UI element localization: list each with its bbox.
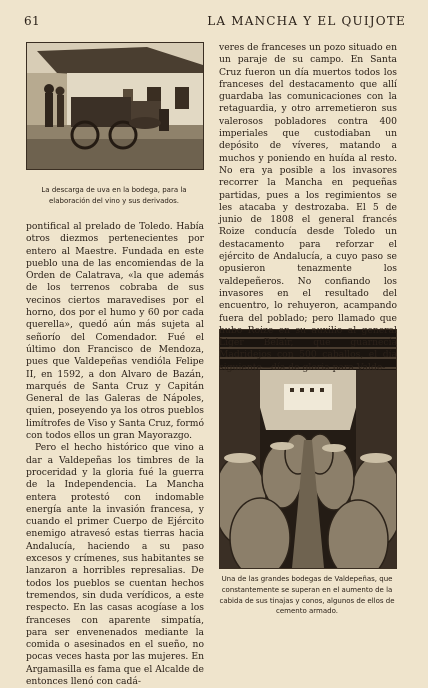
text-column-right [219, 42, 397, 374]
photo-grape-unloading-image [27, 43, 203, 169]
caption-photo-2: Una de las grandes bodegas de Valdepeñas, que constantemente se superan en el aumento de la cabida de sus tinajas y conos, algunos de ellos de cemento armado. [219, 575, 395, 616]
paragraph: Pero el hecho histórico que vino a dar a Valdepeñas los timbres de la proceridad y la gloria fué la guerra de la Independencia. La Mancha entera protestó con indomable energía ante la invasión francesa, y cuando el primer Cuerpo de Ejército enemigo atravesó estas tierras hacia Andalucía, haciendo a su paso excesos y crímenes, sus habitantes se lanzaron a horribles represalias. De todos los pueblos se cuentan hechos tremendos, sin duda verídicos, a este respecto. En las casas acogíase a los franceses con aparente simpatía, para ser envenenados mediante la comida o asesinados en el sueño, no pocas veces hasta por las mujeres. En Argamasilla es fama que el Alcalde de entonces llenó con cadá- [26, 442, 204, 687]
page-number: 61 [24, 14, 41, 28]
paragraph: pontifical al prelado de Toledo. Había otros diezmos pertenecientes por entero al Maestre. Fundada en este pueblo una de las encomiendas de la Orden de Calatrava, «la que además de los terrenos cobraba de sus vecinos ciertos maravedises por el horno, dos por el humo y 60 por cada querella», quedó aún más sujeta al señorío del Comendador. Fué el último don Francisco de Mendoza, pues que Valdepeñas vendióla Felipe II, en 1592, a don Alvaro de Bazán, marqués de Santa Cruz y Capitán General de las Galeras de Nápoles, quien, poseyendo ya los otros pueblos limítrofes de Viso y Santa Cruz, formó con todos ellos un gran Mayorazgo. [26, 221, 204, 442]
running-title: LA MANCHA Y EL QUIJOTE [207, 14, 406, 28]
photo-grape-unloading [26, 42, 204, 170]
caption-photo-1: La descarga de uva en la bodega, para la elaboración del vino y sus derivados. [41, 186, 187, 205]
text-column-left [26, 221, 204, 688]
paragraph: veres de franceses un pozo situado en un paraje de su campo. En Santa Cruz fueron un día muertos todos los franceses del destacamento que allí guardaba las comunicaciones con la retaguardia, y otro arremetieron sus valerosos pobladores contra 400 imperiales que custodiaban un depósito de víveres, matando a muchos y poniendo en huída al resto. No era ya posible a los invasores recorrer la Mancha en pequeñas partidas, pues a los regimientos se les atacaba y destrozaba. El 5 de junio de 1808 el general francés Roize conducía desde Toledo un destacamento para reforzar el ejército de Andalucía, a cuyo paso se opusieron tenazmente los valdepeñeros. No confiando los invasores en el resultado del encuentro, lo rehuyeron, acampando fuera del poblado; pero llamado que hubo Roize en su auxilio al general Liger Belair, que guarnecía Madridejos con 500 caballos, el día siguiente—día de gloria para Valde- [219, 42, 397, 373]
page-header [24, 14, 406, 30]
